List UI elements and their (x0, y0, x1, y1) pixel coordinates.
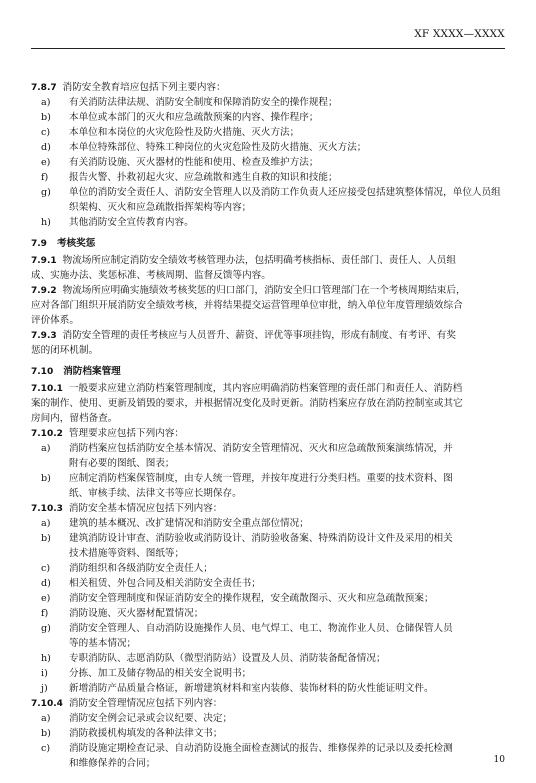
section-title: 消防档案管理 (63, 366, 121, 377)
list-item: a) 消防安全例会记录或会议纪要、决定； (41, 713, 233, 724)
clause-text-cont: 案的制作、使用、更新及销毁的要求，并根据情况变化及时更新。消防档案应存放在消防控制室或其它 (31, 398, 463, 409)
list-item: e) 有关消防设施、灭火器材的性能和使用、检查及维护方法； (41, 157, 319, 168)
page-number: 10 (493, 755, 505, 765)
clause-number: 7.8.7 (31, 83, 57, 93)
list-item: j) 新增消防产品质量合格证，新增建筑材料和室内装修、装饰材料的防火性能证明文件。 (41, 683, 434, 694)
list-item: a) 有关消防法律法规、消防安全制度和保障消防安全的操作规程； (41, 97, 338, 108)
list-item: b) 建筑消防设计审查、消防验收或消防设计、消防验收备案、特殊消防设计文件及采用的相关 (41, 533, 453, 544)
list-item: c) 消防组织和各级消防安全责任人； (41, 563, 213, 574)
list-item-cont: 技术措施等资料、图纸等； (69, 548, 185, 559)
clause-7-10-3: 7.10.3 消防安全基本情况应包括下列内容： (31, 503, 223, 514)
clause-text-cont: 成、实施办法、奖惩标准、考核周期、监督反馈等内容。 (31, 270, 271, 281)
list-item: e) 消防安全管理制度和保证消防安全的操作规程，安全疏散图示、灭火和应急疏散预案； (41, 593, 434, 604)
header-rule (31, 48, 505, 49)
list-item-cont: 和维修保养的合同； (69, 758, 156, 769)
clause-7-10-2: 7.10.2 管理要求应包括下列内容： (31, 428, 185, 439)
list-item: a) 消防档案应包括消防安全基本情况、消防安全管理情况、灭火和应急疏散预案演练情况，并 (41, 443, 453, 454)
clause-7-10-4: 7.10.4 消防安全管理情况应包括下列内容： (31, 698, 223, 709)
list-item: c) 消防设施定期检查记录、自动消防设施全面检查测试的报告、维修保养的记录以及委托检测 (41, 743, 453, 754)
list-item: g) 单位的消防安全责任人、消防安全管理人以及消防工作负责人还应接受包括建筑整体情况，单位人员组织架构、灭火和应急疏散指挥架构等内容； (41, 187, 501, 213)
clause-text: 消防安全教育培应包括下列主要内容： (62, 82, 226, 93)
list-item: f) 消防设施、灭火器材配置情况； (41, 608, 204, 619)
list-item: d) 本单位特殊部位、特殊工种岗位的火灾危险性及防火措施、灭火方法； (41, 142, 367, 153)
section-heading-7-10: 7.10 消防档案管理 (31, 366, 121, 377)
section-title: 考核奖惩 (56, 238, 96, 249)
clause-7-9-3: 7.9.3 消防安全管理的责任考核应与人员晋升、薪资、评优等事项挂钩，形成有制度、有考评、有奖 (31, 330, 456, 341)
list-item: h) 其他消防安全宣传教育内容。 (41, 217, 194, 228)
clause-text-cont: 应对各部门组织开展消防安全绩效考核，并将结果提交运营管理单位审批，纳入单位年度管理绩效综合 (31, 300, 463, 311)
list-item: b) 应制定消防档案保管制度，由专人统一管理，并按年度进行分类归档。重要的技术资料、图 (41, 473, 453, 484)
list-item-cont: 等的基本情况； (69, 638, 137, 649)
list-item-cont: 附有必要的图纸、图表； (69, 458, 175, 469)
clause-7-8-7 (31, 80, 505, 95)
list-item: h) 专职消防队、志愿消防队（微型消防站）设置及人员、消防装备配备情况； (41, 653, 386, 664)
list-item-cont: 纸、审核手续、法律文书等应长期保存。 (69, 488, 242, 499)
clause-7-10-1: 7.10.1 一般要求应建立消防档案管理制度，其内容应明确消防档案管理的责任部门和责任人、消防档 (31, 383, 463, 394)
list-item: g) 消防安全管理人、自动消防设施操作人员、电气焊工、电工、物流作业人员、仓储保管人员 (41, 623, 453, 634)
clause-7-9-2: 7.9.2 物流场所应明确实施绩效考核奖惩的归口部门，消防安全归口管理部门在一个考核周期结束后， (31, 285, 466, 296)
list-item: b) 消防救援机构填发的各种法律文书； (41, 728, 223, 739)
clause-text-cont: 房间内，留档备查。 (31, 413, 118, 424)
list-item: i) 分拣、加工及储存物品的相关安全说明书； (41, 668, 252, 679)
list-item: c) 本单位和本岗位的火灾危险性及防火措施、灭火方法； (41, 127, 300, 138)
clause-text-cont: 评价体系。 (31, 315, 79, 326)
clause-7-9-1: 7.9.1 物流场所应制定消防安全绩效考核管理办法，包括明确考核指标、责任部门、责任人、人员组 (31, 255, 456, 266)
standard-code: XF XXXX—XXXX (414, 28, 505, 40)
list-item: d) 相关租赁、外包合同及相关消防安全责任书； (41, 578, 261, 589)
list-item: f) 报告火警、扑救初起火灾、应急疏散和逃生自救的知识和技能； (41, 172, 338, 183)
list-item: b) 本单位或本部门的灭火和应急疏散预案的内容、操作程序； (41, 112, 319, 123)
list-item: a) 建筑的基本概况、改扩建情况和消防安全重点部位情况； (41, 518, 309, 529)
clause-text-cont: 惩的闭环机制。 (31, 345, 99, 356)
section-heading-7-9: 7.9 考核奖惩 (31, 238, 96, 249)
page-content (31, 80, 505, 771)
